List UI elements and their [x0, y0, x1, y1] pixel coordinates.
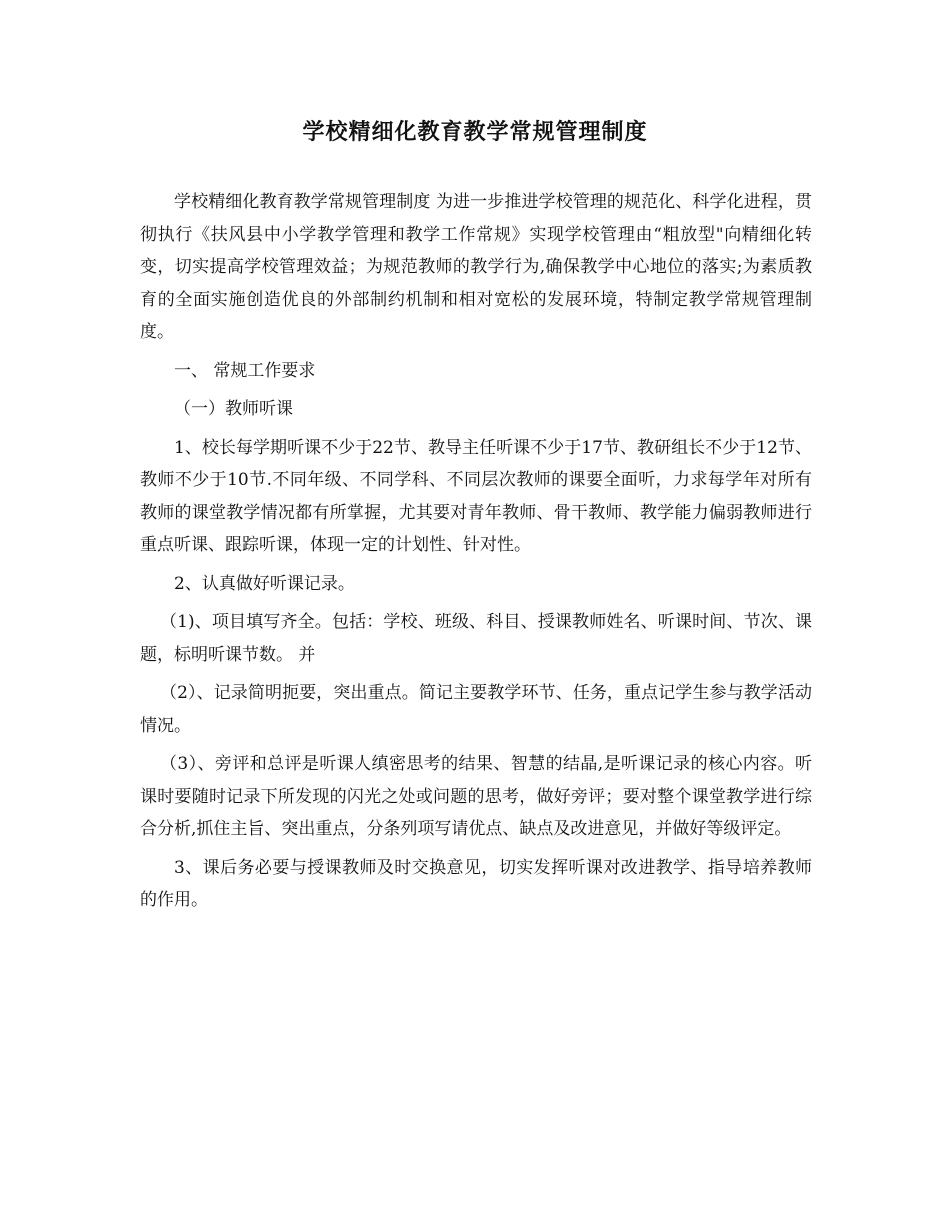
paragraph-item-1: 1、校长每学期听课不少于22节、教导主任听课不少于17节、教研组长不少于12节、教师不少于10节.不同年级、不同学科、不同层次教师的课要全面听，力求每学年对所有教师的课堂教学情况都有所掌握，尤其要对青年教师、骨干教师、教学能力偏弱教师进行重点听课、跟踪听课，体现一定的计划性、针对性。: [140, 437, 812, 555]
section-heading: 一、 常规工作要求: [174, 360, 316, 381]
paragraph-subitem-3: （3）、旁评和总评是听课人缜密思考的结果、智慧的结晶,是听课记录的核心内容。听课时要随时记录下所发现的闪光之处或问题的思考，做好旁评；要对整个课堂教学进行综合分析,抓住主旨、突出重点，分条列项写请优点、缺点及改进意见，并做好等级评定。: [140, 754, 812, 839]
paragraph-subitem-1: （1)、项目填写齐全。包括：学校、班级、科目、授课教师姓名、听课时间、节次、课题，标明听课节数。 并: [140, 612, 812, 665]
document-title: 学校精细化教育教学常规管理制度: [302, 119, 648, 145]
document-body: [140, 186, 812, 917]
paragraph-item-2: 2、认真做好听课记录。: [174, 573, 355, 594]
intro-paragraph: 学校精细化教育教学常规管理制度 为进一步推进学校管理的规范化、科学化进程，贯彻执行《扶风县中小学教学管理和教学工作常规》实现学校管理由“粗放型"向精细化转变，切实提高学校管理效益；为规范教师的教学行为,确保教学中心地位的落实;为素质教育的全面实施创造优良的外部制约机制和相对宽松的发展环境，特制定教学常规管理制度。: [140, 192, 812, 342]
paragraph-item-3: 3、课后务必要与授课教师及时交换意见，切实发挥听课对改进教学、指导培养教师的作用。: [140, 857, 812, 910]
paragraph-subitem-2: （2）、记录简明扼要，突出重点。简记主要教学环节、任务，重点记学生参与教学活动情况。: [140, 683, 812, 736]
subsection-heading: （一）教师听课: [174, 399, 293, 419]
